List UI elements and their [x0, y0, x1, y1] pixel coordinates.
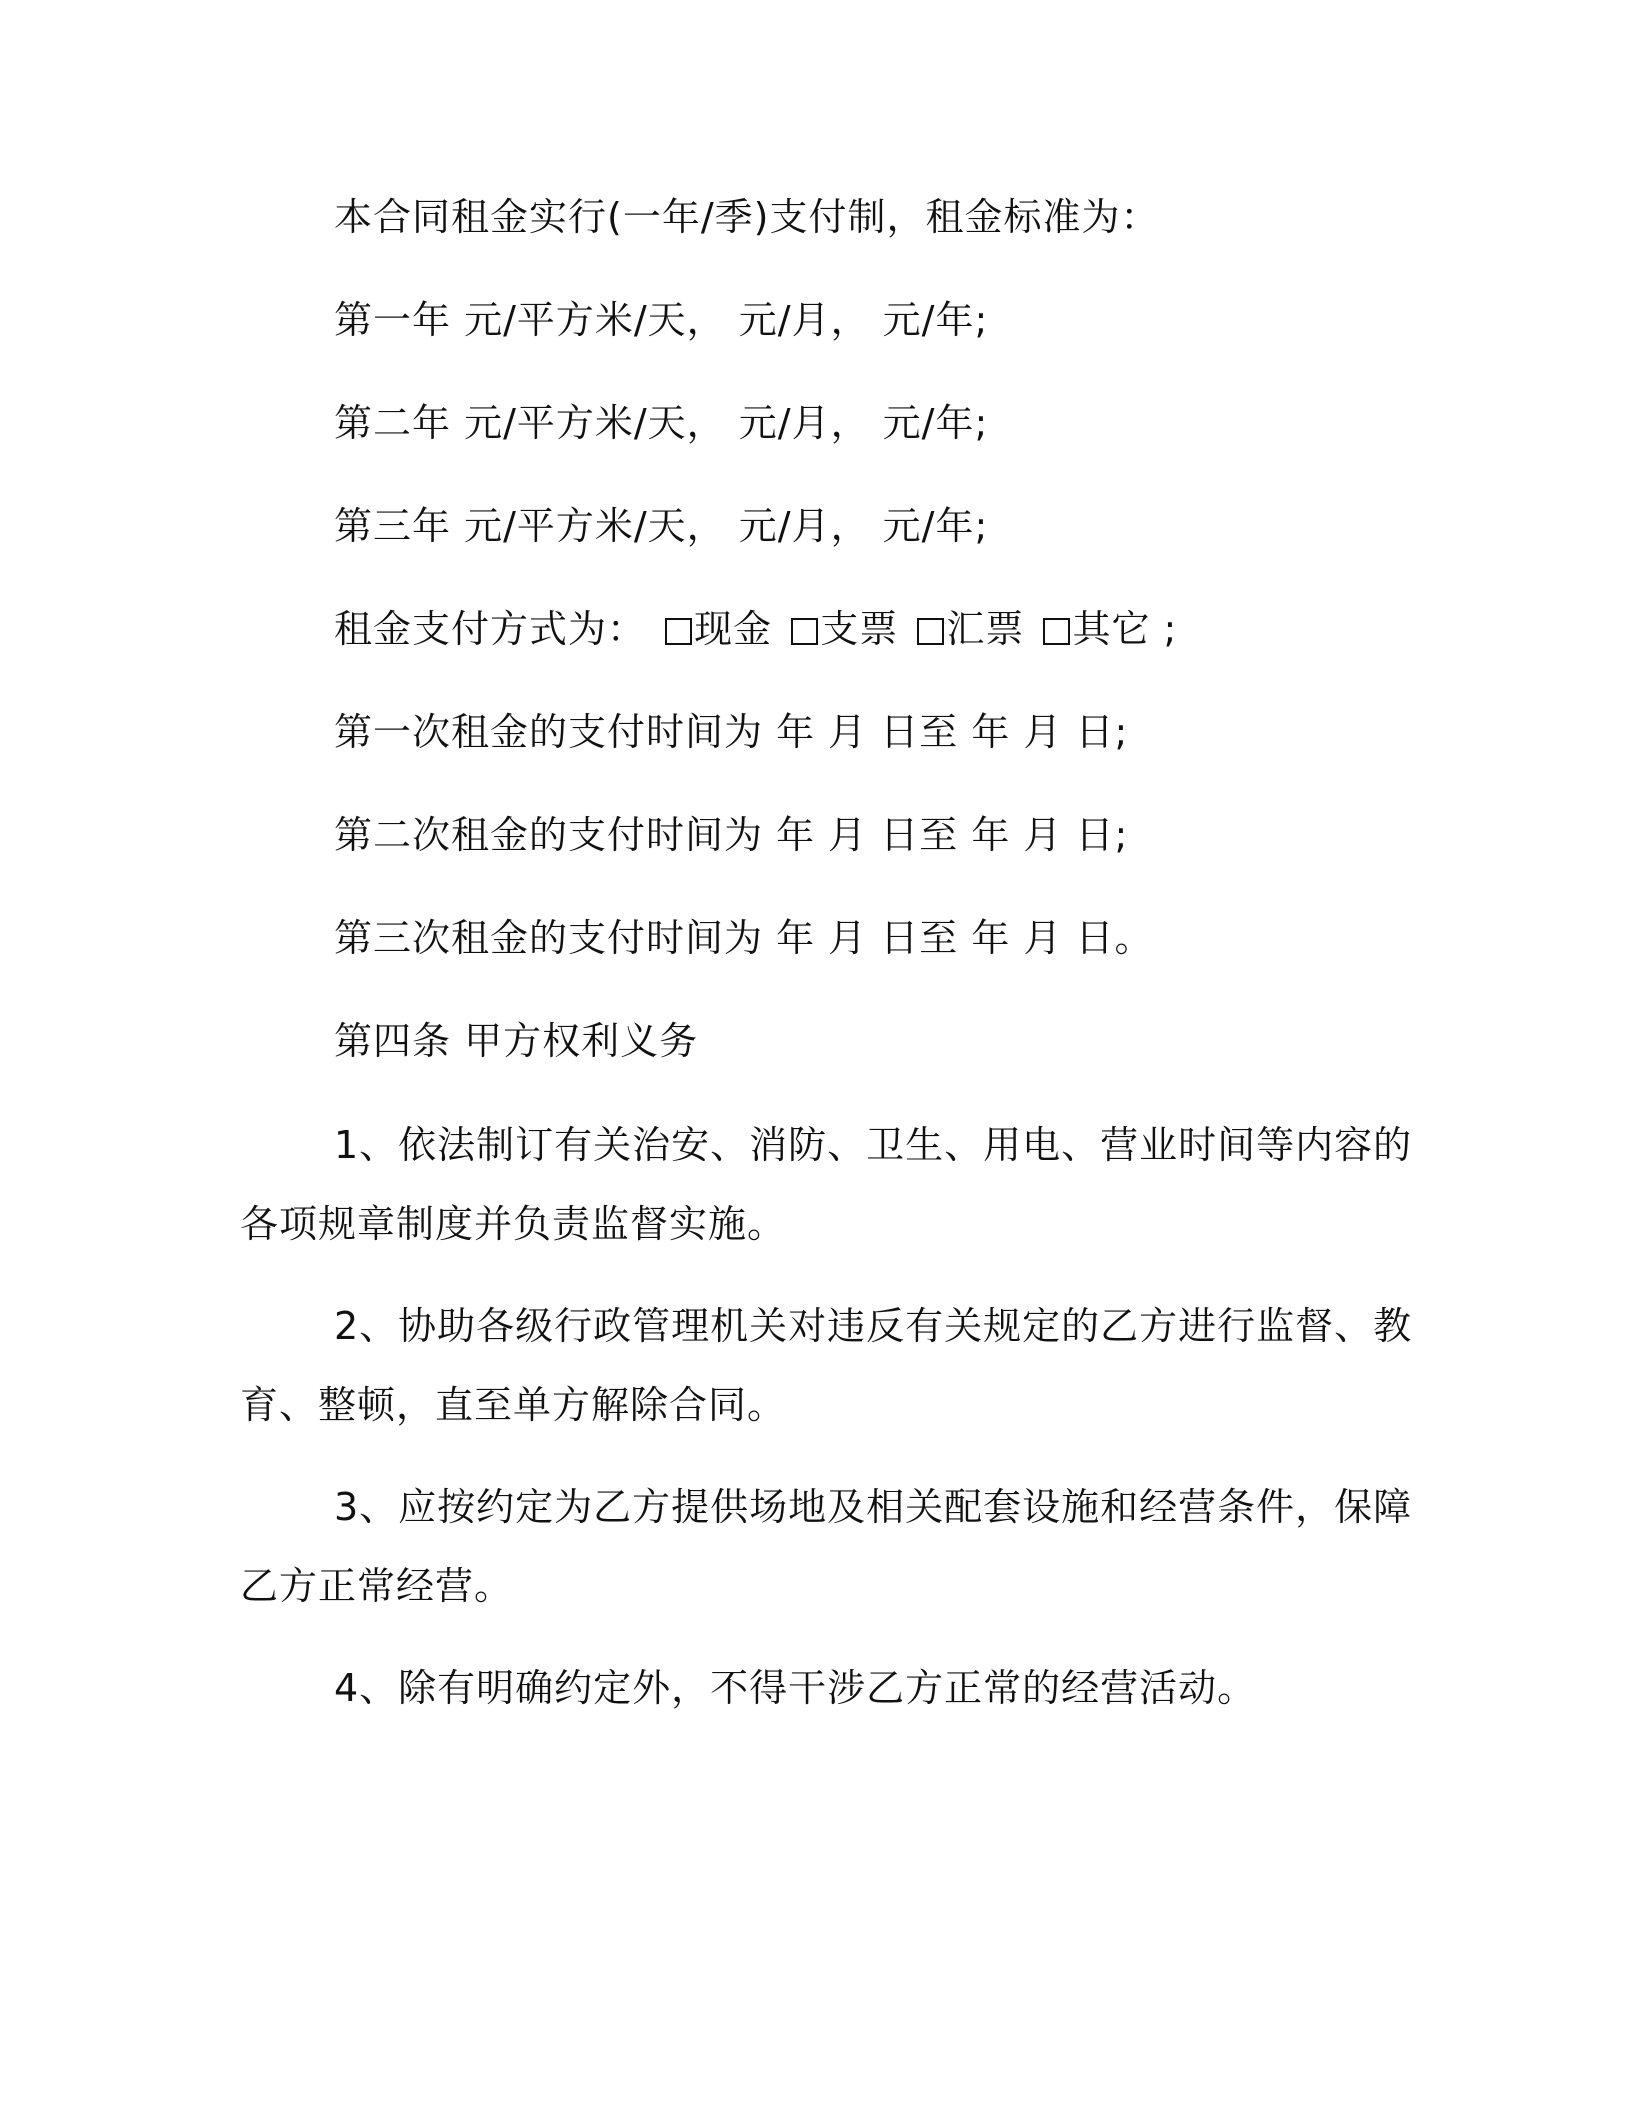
method-draft: 汇票 — [946, 607, 1025, 651]
rent-year-1: 第一年 元/平方米/天， 元/月， 元/年; — [334, 298, 989, 342]
article-4-item-2-line-1: 2、协助各级行政管理机关对违反有关规定的乙方进行监督、教 — [334, 1304, 1413, 1348]
article-4-title: 第四条 甲方权利义务 — [334, 1019, 699, 1063]
rent-year-3: 第三年 元/平方米/天， 元/月， 元/年; — [334, 504, 989, 548]
method-other: 其它 ; — [1072, 607, 1178, 651]
payment-time-3: 第三次租金的支付时间为 年 月 日至 年 月 日。 — [334, 916, 1154, 960]
payment-time-2: 第二次租金的支付时间为 年 月 日至 年 月 日; — [334, 813, 1129, 857]
rent-year-2: 第二年 元/平方米/天， 元/月， 元/年; — [334, 401, 989, 445]
rent-intro: 本合同租金实行(一年/季)支付制，租金标准为： — [334, 195, 1160, 239]
checkbox-other — [1043, 618, 1070, 645]
checkbox-check — [791, 618, 818, 645]
payment-method-line — [334, 605, 1177, 653]
checkbox-draft — [917, 618, 944, 645]
article-4-item-3-line-1: 3、应按约定为乙方提供场地及相关配套设施和经营条件，保障 — [334, 1485, 1413, 1529]
method-cash: 现金 — [694, 607, 773, 651]
checkbox-cash — [665, 618, 692, 645]
article-4-item-1-line-2: 各项规章制度并负责监督实施。 — [240, 1202, 787, 1246]
method-check: 支票 — [820, 607, 899, 651]
payment-time-1: 第一次租金的支付时间为 年 月 日至 年 月 日; — [334, 710, 1129, 754]
article-4-item-3-line-2: 乙方正常经营。 — [240, 1564, 514, 1608]
article-4-item-1-line-1: 1、依法制订有关治安、消防、卫生、用电、营业时间等内容的 — [334, 1123, 1413, 1167]
payment-method-label: 租金支付方式为： — [334, 607, 647, 651]
article-4-item-2-line-2: 育、整顿，直至单方解除合同。 — [240, 1383, 787, 1427]
article-4-item-4: 4、除有明确约定外，不得干涉乙方正常的经营活动。 — [334, 1666, 1257, 1710]
